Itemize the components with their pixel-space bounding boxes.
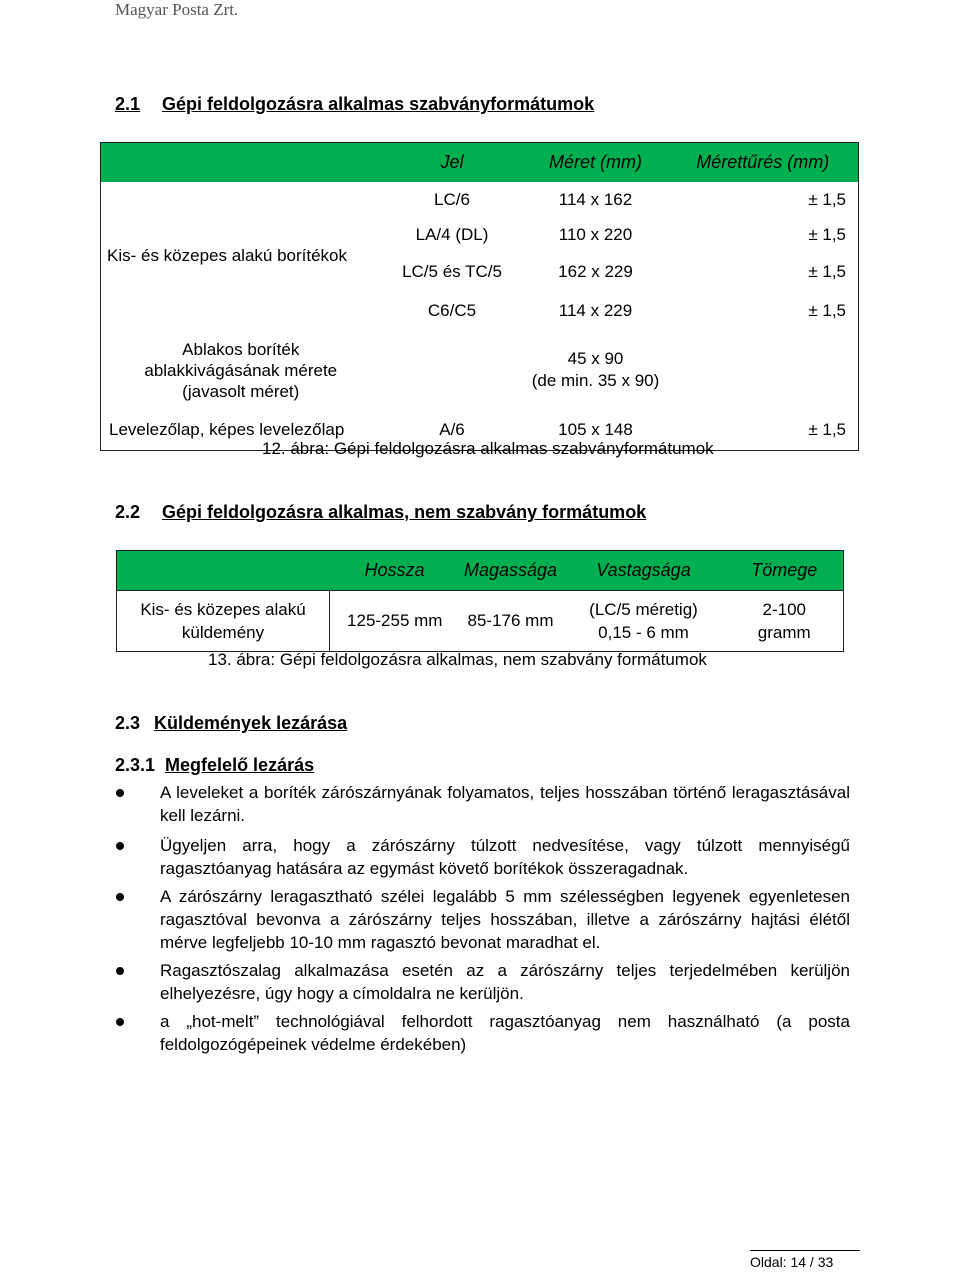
table-cell-code: LC/6 — [434, 189, 470, 209]
table-cell-size: 162 x 229 — [558, 262, 633, 281]
list-item — [110, 885, 850, 954]
postcard-label: Levelezőlap, képes levelezőlap — [101, 410, 381, 450]
table-header-tomege: Tömege — [726, 551, 844, 591]
window-size-minimum: (de min. 35 x 90) — [531, 371, 660, 390]
shipment-thickness — [562, 591, 726, 652]
section-heading-2-2 — [115, 502, 646, 523]
list-item-text: A leveleket a boríték zárószárnyának folyamatos, teljes hosszában történő leragasztásával kell lezárni. — [160, 783, 850, 825]
list-item-text: A zárószárny leragasztható szélei legalább 5 mm szélességben legyenek egyenletesen ragasztóval bevonva a zárószárny teljes hosszában, illetve a zárószárny hajtási élétől mérve legfeljebb 10-10 mm ragasztó bevonat maradhat el. — [160, 887, 850, 952]
footer-divider — [750, 1250, 860, 1251]
weight-unit: gramm — [757, 623, 811, 642]
section-title: Küldemények lezárása — [154, 713, 348, 733]
section-title: Gépi feldolgozásra alkalmas szabványformátumok — [162, 94, 595, 114]
table-header-magassaga: Magassága — [460, 551, 562, 591]
window-envelope-label: Ablakos boríték ablakkivágásának mérete (javasolt méret) — [101, 330, 381, 410]
shipment-length: 125-255 mm — [330, 591, 460, 652]
table-cell-size: 114 x 229 — [558, 300, 633, 320]
table-cell-empty — [381, 330, 524, 410]
table-cell-tolerance: ± 1,5 — [668, 217, 859, 253]
page-number: Oldal: 14 / 33 — [750, 1254, 834, 1270]
section-number: 2.3.1 — [115, 755, 156, 775]
bullet-icon — [116, 1018, 124, 1026]
bullet-icon — [116, 789, 124, 797]
section-heading-2-3 — [115, 713, 347, 734]
postcard-tolerance: ± 1,5 — [668, 410, 859, 450]
table-cell-size: 110 x 220 — [558, 225, 633, 244]
nonstandard-formats-table — [116, 550, 844, 652]
window-size-cell — [524, 330, 668, 410]
table-cell-tolerance: ± 1,5 — [668, 182, 859, 217]
table-header-merettures: Mérettűrés (mm) — [668, 143, 859, 183]
sealing-rules-list — [110, 781, 850, 1056]
shipment-height: 85-176 mm — [460, 591, 562, 652]
section-number: 2.1 — [115, 94, 141, 114]
table-cell-code: LA/4 (DL) — [415, 225, 489, 244]
section-number: 2.2 — [115, 502, 141, 522]
table-cell-tolerance: ± 1,5 — [668, 253, 859, 291]
table-cell-code: C6/C5 — [427, 300, 477, 320]
section-heading-2-3-1 — [115, 755, 314, 776]
postcard-size: 105 x 148 — [524, 410, 668, 450]
bullet-icon — [116, 842, 124, 850]
table-cell-code: LC/5 és TC/5 — [402, 262, 502, 281]
thickness-range: 0,15 - 6 mm — [598, 623, 689, 642]
list-item — [110, 959, 850, 1005]
shipment-label: Kis- és közepes alakú küldemény — [117, 591, 330, 652]
section-title: Gépi feldolgozásra alkalmas, nem szabvány formátumok — [162, 502, 647, 522]
table-header-vastagsaga: Vastagsága — [562, 551, 726, 591]
list-item — [110, 781, 850, 827]
postcard-code: A/6 — [381, 410, 524, 450]
table-header-hossza: Hossza — [330, 551, 460, 591]
page-header-company: Magyar Posta Zrt. — [115, 0, 239, 19]
weight-range: 2-100 — [762, 600, 806, 619]
bullet-icon — [116, 893, 124, 901]
bullet-icon — [116, 967, 124, 975]
list-item-text: Ügyeljen arra, hogy a zárószárny túlzott nedvesítése, vagy túlzott mennyiségű ragasztóanyag hatására az egymást követő borítékok összeragadnak. — [160, 836, 850, 878]
thickness-limit: (LC/5 méretig) — [589, 600, 698, 619]
list-item-text: a „hot-melt” technológiával felhordott ragasztóanyag nem használható (a posta feldolgozógépeinek védelme érdekében) — [160, 1012, 850, 1054]
table-cell-tolerance: ± 1,5 — [668, 291, 859, 330]
table-header-jel: Jel — [381, 143, 524, 183]
section-heading-2-1 — [115, 94, 594, 115]
figure-caption-13: 13. ábra: Gépi feldolgozásra alkalmas, nem szabvány formátumok — [208, 650, 707, 669]
list-item — [110, 834, 850, 880]
envelope-group-label: Kis- és közepes alakú borítékok — [101, 182, 381, 330]
table-cell-empty — [668, 330, 859, 410]
figure-caption-12: 12. ábra: Gépi feldolgozásra alkalmas szabványformátumok — [262, 439, 714, 458]
list-item — [110, 1010, 850, 1056]
standard-formats-table — [100, 142, 859, 451]
shipment-weight — [726, 591, 844, 652]
table-header-meret: Méret (mm) — [524, 143, 668, 183]
table-cell-size: 114 x 162 — [558, 189, 633, 209]
list-item-text: Ragasztószalag alkalmazása esetén az a zárószárny teljes terjedelmében kerüljön elhelyezésre, úgy hogy a címoldalra ne kerüljön. — [160, 961, 850, 1003]
section-number: 2.3 — [115, 713, 141, 733]
table-header-empty — [117, 551, 330, 591]
table-header-empty — [101, 143, 381, 183]
window-size: 45 x 90 — [567, 349, 624, 368]
section-title: Megfelelő lezárás — [165, 755, 315, 775]
